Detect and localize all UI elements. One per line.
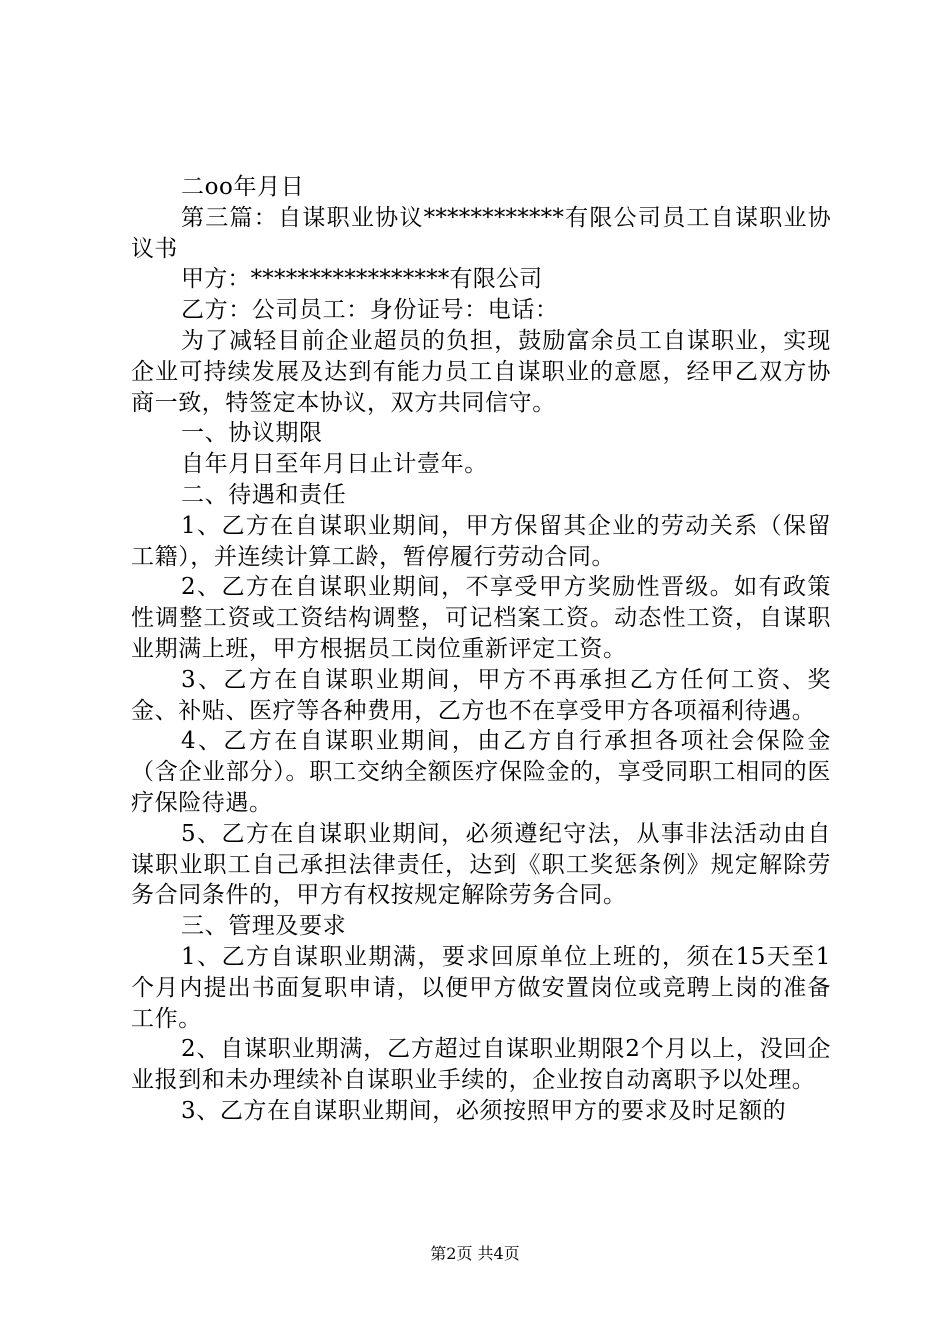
- clause-paragraph: 5、乙方在自谋职业期间，必须遵纪守法，从事非法活动由自谋职业职工自己承担法律责任，达到《职工奖惩条例》规定解除劳务合同条件的，甲方有权按规定解除劳务合同。: [131, 820, 831, 909]
- date-line: 二oo年月日: [181, 174, 305, 200]
- chapter-title: 第三篇：自谋职业协议************有限公司员工自谋职业协议书: [131, 204, 831, 262]
- clause-paragraph: 3、乙方在自谋职业期间，必须按照甲方的要求及时足额的: [181, 1097, 787, 1124]
- document-body: [131, 172, 831, 1127]
- party-a-line: 甲方：*****************有限公司: [181, 266, 543, 293]
- clause-paragraph: 2、自谋职业期满，乙方超过自谋职业期限2个月以上，没回企业报到和未办理续补自谋职业手续的，企业按自动离职予以处理。: [131, 1036, 831, 1094]
- preamble-paragraph: 为了减轻目前企业超员的负担，鼓励富余员工自谋职业，实现企业可持续发展及达到有能力员工自谋职业的意愿，经甲乙双方协商一致，特签定本协议，双方共同信守。: [131, 327, 831, 416]
- page-number-footer: 第2页 共4页: [430, 1244, 520, 1263]
- section-heading-term: 一、协议期限: [181, 420, 323, 447]
- clause-paragraph: 1、乙方在自谋职业期间，甲方保留其企业的劳动关系（保留工籍），并连续计算工龄，暂停履行劳动合同。: [131, 512, 831, 570]
- term-paragraph: 自年月日至年月日止计壹年。: [181, 451, 488, 478]
- section-heading-benefits: 二、待遇和责任: [181, 481, 347, 508]
- clause-paragraph: 2、乙方在自谋职业期间，不享受甲方奖励性晋级。如有政策性调整工资或工资结构调整，可记档案工资。动态性工资，自谋职业期满上班，甲方根据员工岗位重新评定工资。: [131, 574, 831, 662]
- clause-paragraph: 1、乙方自谋职业期满，要求回原单位上班的，须在15天至1个月内提出书面复职申请，以便甲方做安置岗位或竞聘上岗的准备工作。: [131, 943, 831, 1032]
- clause-paragraph: 3、乙方在自谋职业期间，甲方不再承担乙方任何工资、奖金、补贴、医疗等各种费用，乙方也不在享受甲方各项福利待遇。: [131, 666, 831, 724]
- party-b-line: 乙方：公司员工：身份证号：电话：: [181, 297, 559, 324]
- section-heading-management: 三、管理及要求: [181, 913, 347, 940]
- clause-paragraph: 4、乙方在自谋职业期间，由乙方自行承担各项社会保险金（含企业部分）。职工交纳全额医疗保险金的，享受同职工相同的医疗保险待遇。: [131, 728, 831, 816]
